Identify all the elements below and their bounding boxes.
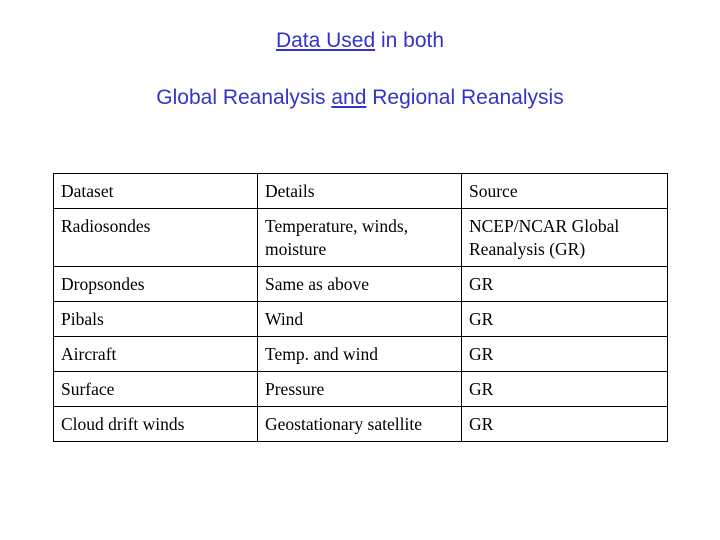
header-cell-source: Source (462, 174, 668, 209)
table-cell: GR (462, 302, 668, 337)
table-cell: Radiosondes (54, 209, 258, 267)
table-cell: Dropsondes (54, 267, 258, 302)
title-line-2 (0, 86, 720, 110)
table-cell: Surface (54, 372, 258, 407)
table-cell: GR (462, 407, 668, 442)
header-cell-dataset: Dataset (54, 174, 258, 209)
title-text: Regional Reanalysis (366, 86, 564, 109)
table-cell: GR (462, 267, 668, 302)
datasets-table (53, 173, 668, 442)
table-cell: NCEP/NCAR Global Reanalysis (GR) (462, 209, 668, 267)
table-row (54, 302, 668, 337)
table-row (54, 209, 668, 267)
table-cell: GR (462, 372, 668, 407)
table-cell: Same as above (258, 267, 462, 302)
header-cell-details: Details (258, 174, 462, 209)
table-cell: Geostationary satellite (258, 407, 462, 442)
table-cell: Aircraft (54, 337, 258, 372)
title-underlined-word: and (331, 86, 367, 109)
table-cell: Pibals (54, 302, 258, 337)
title-text: in both (375, 29, 445, 52)
table-cell: Wind (258, 302, 462, 337)
table-cell: Temp. and wind (258, 337, 462, 372)
title-text: Global Reanalysis (156, 86, 332, 109)
table-cell: Pressure (258, 372, 462, 407)
table-row (54, 372, 668, 407)
table-cell: GR (462, 337, 668, 372)
title-line-1 (0, 29, 720, 53)
title-underlined-phrase: Data Used (275, 29, 376, 52)
table-cell: Cloud drift winds (54, 407, 258, 442)
table-row (54, 407, 668, 442)
table-cell: Temperature, winds, moisture (258, 209, 462, 267)
table-header-row (54, 174, 668, 209)
table-row (54, 337, 668, 372)
table-row (54, 267, 668, 302)
